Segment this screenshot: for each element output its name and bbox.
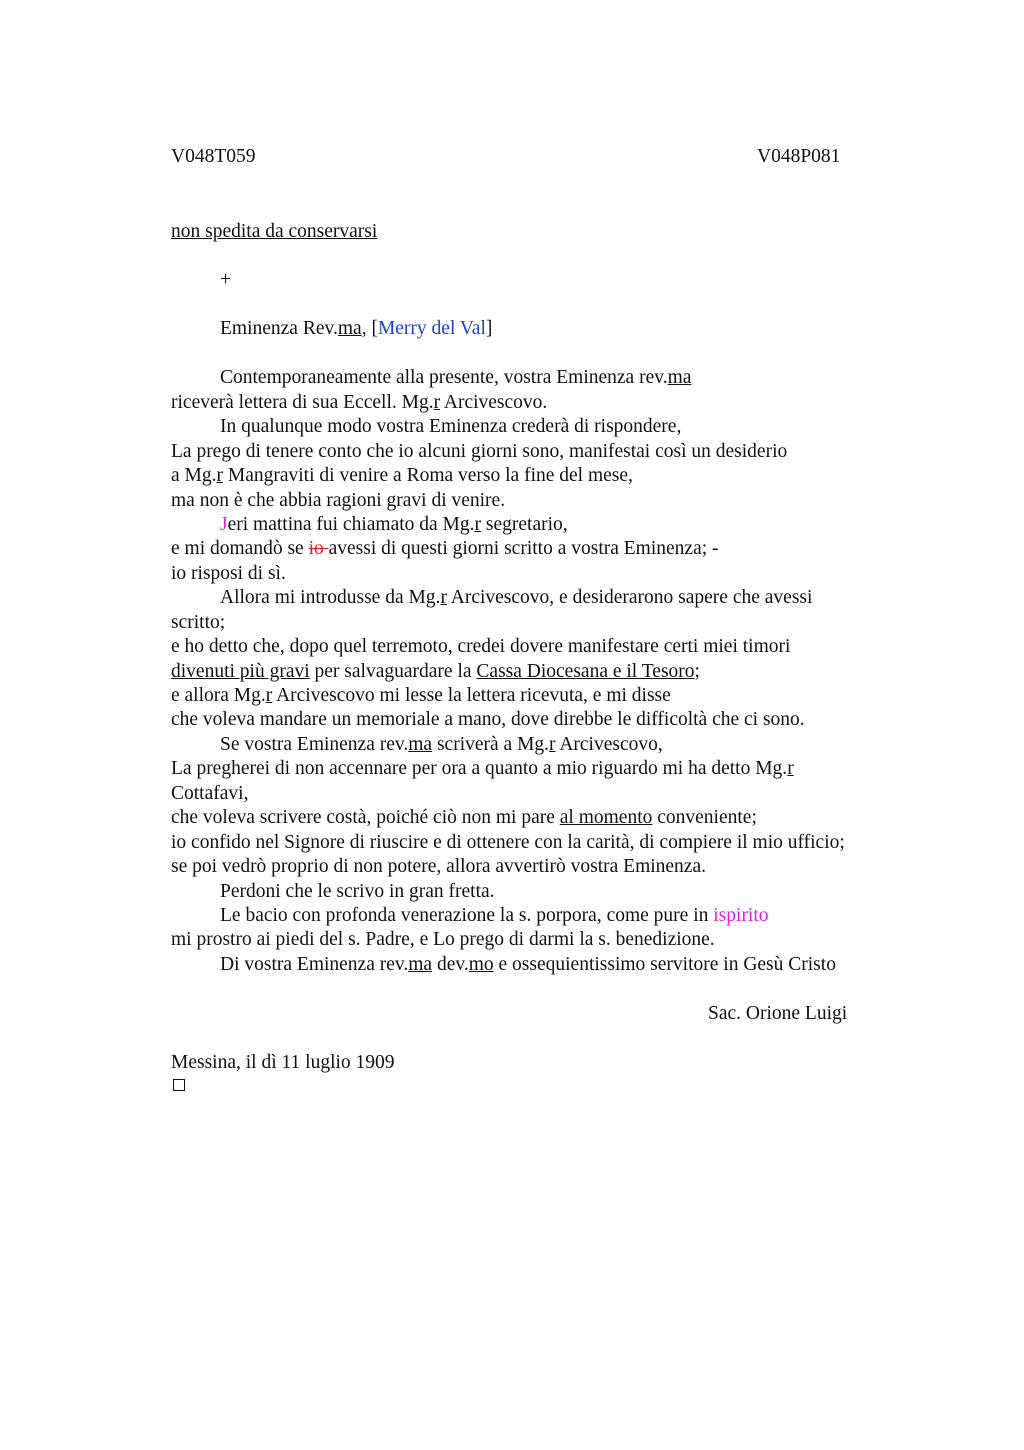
text: Arcivescovo. [440, 392, 548, 413]
body-line [171, 757, 794, 781]
body-line: La prego di tenere conto che io alcuni giorni sono, manifestai così un desiderio [171, 441, 788, 462]
abbrev: mo [468, 954, 494, 975]
text: e allora Mg. [171, 685, 266, 706]
highlight: J [220, 514, 228, 535]
text: Arcivescovo, e desiderarono sapere che avessi [446, 587, 813, 608]
abbrev: r [474, 514, 482, 535]
text: che voleva scrivere costà, poiché ciò non mi pare [171, 807, 560, 828]
body-line [220, 586, 812, 610]
body-line: Cottafavi, [171, 783, 249, 804]
text: Se vostra Eminenza rev. [220, 734, 409, 755]
text: dev. [432, 954, 469, 975]
abbrev: r [787, 758, 794, 779]
text: conveniente; [652, 807, 757, 828]
text: a Mg. [171, 465, 217, 486]
text: Allora mi introdusse da Mg. [220, 587, 441, 608]
abbrev: r [440, 587, 447, 608]
underlined-text: divenuti più gravi [171, 661, 310, 682]
salutation-bracket-close: ] [485, 318, 493, 339]
abbrev: r [433, 392, 441, 413]
underlined-text: al momento [559, 807, 653, 828]
body-line [171, 684, 671, 708]
cross-symbol: + [220, 269, 231, 290]
body-line: Perdoni che le scrivo in gran fretta. [220, 881, 495, 902]
body-line [171, 464, 633, 488]
text: Le bacio con profonda venerazione la s. porpora, come pure in [220, 905, 714, 926]
text: Arcivescovo, [555, 734, 663, 755]
text: Mangraviti di venire a Roma verso la fine del mese, [223, 465, 633, 486]
empty-box-symbol [173, 1079, 185, 1091]
text: ; [694, 661, 700, 682]
text: segretario, [481, 514, 568, 535]
text: avessi di questi giorni scritto a vostra Eminenza; - [328, 538, 719, 559]
body-line [220, 513, 568, 537]
text: riceverà lettera di sua Eccell. Mg. [171, 392, 434, 413]
body-line: mi prostro ai piedi del s. Padre, e Lo prego di darmi la s. benedizione. [171, 929, 715, 950]
text: Arcivescovo mi lesse la lettera ricevuta, e mi disse [272, 685, 671, 706]
body-line [171, 660, 700, 684]
body-line: io risposi di sì. [171, 563, 286, 584]
text: La pregherei di non accennare per ora a quanto a mio riguardo mi ha detto Mg. [171, 758, 788, 779]
body-line: se poi vedrò proprio di non potere, allora avvertirò vostra Eminenza. [171, 856, 706, 877]
recipient-name: Merry del Val [377, 318, 486, 339]
highlight: ispirito [713, 905, 769, 926]
body-line: e ho detto che, dopo quel terremoto, credei dovere manifestare certi miei timori [171, 636, 791, 657]
deletion: io [308, 538, 329, 559]
body-line [171, 391, 547, 415]
abbrev: ma [408, 954, 433, 975]
body-line [171, 537, 719, 561]
body-line: ma non è che abbia ragioni gravi di venire. [171, 490, 506, 511]
text: per salvaguardare la [309, 661, 477, 682]
text: scriverà a Mg. [432, 734, 550, 755]
salutation-abbrev: ma [337, 318, 362, 339]
signature: Sac. Orione Luigi [708, 1003, 848, 1024]
abbrev: r [549, 734, 556, 755]
body-line [220, 366, 691, 390]
abbrev: ma [667, 367, 692, 388]
abbrev: r [216, 465, 223, 486]
place-date: Messina, il dì 11 luglio 1909 [171, 1052, 395, 1073]
body-line [220, 904, 769, 928]
document-code-left: V048T059 [171, 146, 256, 167]
body-line: io confido nel Signore di riuscire e di ottenere con la carità, di compiere il mio ufficio; [171, 832, 845, 853]
abbrev: r [265, 685, 273, 706]
body-line: che voleva mandare un memoriale a mano, dove direbbe le difficoltà che ci sono. [171, 709, 805, 730]
archival-note: non spedita da conservarsi [171, 221, 378, 242]
body-line [220, 733, 663, 757]
text: e mi domandò se [171, 538, 309, 559]
text: eri mattina fui chiamato da Mg. [227, 514, 475, 535]
abbrev: ma [408, 734, 433, 755]
salutation [220, 317, 492, 341]
closing-line [220, 953, 836, 977]
text: e ossequientissimo servitore in Gesù Cristo [493, 954, 836, 975]
body-line [171, 806, 757, 830]
underlined-text: Cassa Diocesana e il Tesoro [476, 661, 695, 682]
text: Di vostra Eminenza rev. [220, 954, 409, 975]
body-line: In qualunque modo vostra Eminenza crederà di rispondere, [220, 416, 682, 437]
salutation-prefix: Eminenza Rev. [220, 318, 338, 339]
text: Contemporaneamente alla presente, vostra Eminenza rev. [220, 367, 668, 388]
body-line: scritto; [171, 612, 226, 633]
document-code-right: V048P081 [757, 146, 841, 167]
salutation-bracket-open: , [ [361, 318, 378, 339]
